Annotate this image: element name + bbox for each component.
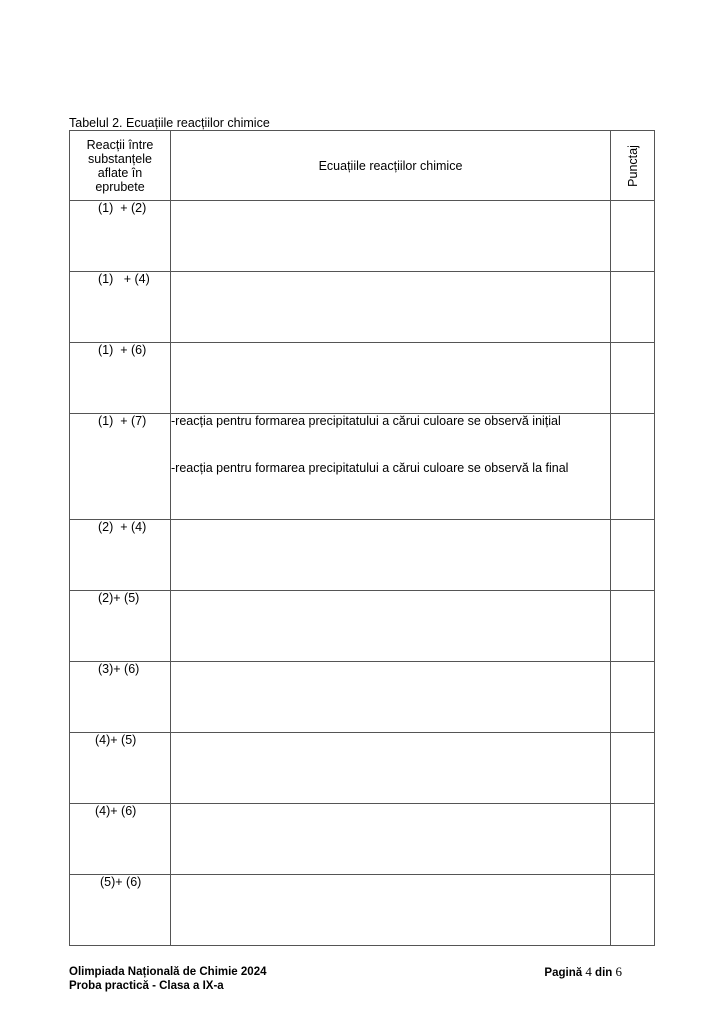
page-total: 6 [615, 964, 622, 979]
reaction-pair-label: (4)+ (6) [95, 804, 137, 818]
reaction-pair-label: (1) + (4) [98, 272, 150, 286]
equation-answer-cell[interactable] [171, 662, 611, 733]
reaction-pair-cell [70, 201, 171, 272]
table-row [70, 414, 655, 520]
reaction-pair-label: (1) + (7) [98, 414, 147, 428]
table-row [70, 733, 655, 804]
header-equations: Ecuațiile reacțiilor chimice [171, 131, 611, 201]
reaction-pair-cell [70, 272, 171, 343]
equation-answer-cell[interactable] [171, 343, 611, 414]
header-score [611, 131, 655, 201]
equation-answer-cell[interactable] [171, 520, 611, 591]
equation-answer-cell[interactable] [171, 875, 611, 946]
table-header-row [70, 131, 655, 201]
score-cell[interactable] [611, 272, 655, 343]
page-of: din [595, 967, 613, 979]
score-cell[interactable] [611, 875, 655, 946]
table-body [70, 201, 655, 946]
score-cell[interactable] [611, 591, 655, 662]
header-score-label: Punctaj [625, 144, 640, 187]
equation-answer-cell[interactable] [171, 272, 611, 343]
table-caption: Tabelul 2. Ecuațiile reacțiilor chimice [69, 116, 270, 130]
table-row [70, 875, 655, 946]
page-number [544, 965, 622, 980]
reaction-pair-label: (1) + (6) [98, 343, 147, 357]
equation-answer-cell[interactable] [171, 591, 611, 662]
equation-answer-cell[interactable] [171, 414, 611, 520]
table-row [70, 520, 655, 591]
page-current: 4 [585, 964, 592, 979]
reaction-pair-cell [70, 804, 171, 875]
reaction-pair-cell [70, 875, 171, 946]
score-cell[interactable] [611, 520, 655, 591]
table-row [70, 591, 655, 662]
table-row [70, 272, 655, 343]
reaction-pair-cell [70, 733, 171, 804]
reaction-pair-cell [70, 662, 171, 733]
table-row [70, 662, 655, 733]
reaction-pair-cell [70, 414, 171, 520]
reaction-pair-cell [70, 343, 171, 414]
header-reactions: Reacții între substanțele aflate în eprubete [70, 131, 171, 201]
equation-prompt: -reacția pentru formarea precipitatului a cărui culoare se observă la final [171, 461, 569, 475]
reaction-pair-cell [70, 520, 171, 591]
table-row [70, 343, 655, 414]
score-cell[interactable] [611, 733, 655, 804]
reaction-pair-label: (5)+ (6) [100, 875, 142, 889]
score-cell[interactable] [611, 414, 655, 520]
equation-answer-cell[interactable] [171, 804, 611, 875]
score-cell[interactable] [611, 804, 655, 875]
equation-answer-cell[interactable] [171, 201, 611, 272]
equation-answer-cell[interactable] [171, 733, 611, 804]
equation-prompt: -reacția pentru formarea precipitatului a cărui culoare se observă inițial [171, 414, 561, 428]
reaction-pair-label: (2)+ (5) [98, 591, 140, 605]
page-label: Pagină [544, 967, 583, 979]
reaction-pair-label: (2) + (4) [98, 520, 147, 534]
reaction-pair-label: (4)+ (5) [95, 733, 137, 747]
score-cell[interactable] [611, 662, 655, 733]
reactions-table [69, 130, 655, 946]
score-cell[interactable] [611, 201, 655, 272]
footer-olympiad-title: Olimpiada Națională de Chimie 2024 [69, 966, 267, 978]
page-footer [69, 965, 654, 993]
table-row [70, 804, 655, 875]
reaction-pair-label: (3)+ (6) [98, 662, 140, 676]
score-cell[interactable] [611, 343, 655, 414]
reaction-pair-cell [70, 591, 171, 662]
footer-exam-subtitle: Proba practică - Clasa a IX-a [69, 980, 224, 992]
reaction-pair-label: (1) + (2) [98, 201, 147, 215]
table-row [70, 201, 655, 272]
